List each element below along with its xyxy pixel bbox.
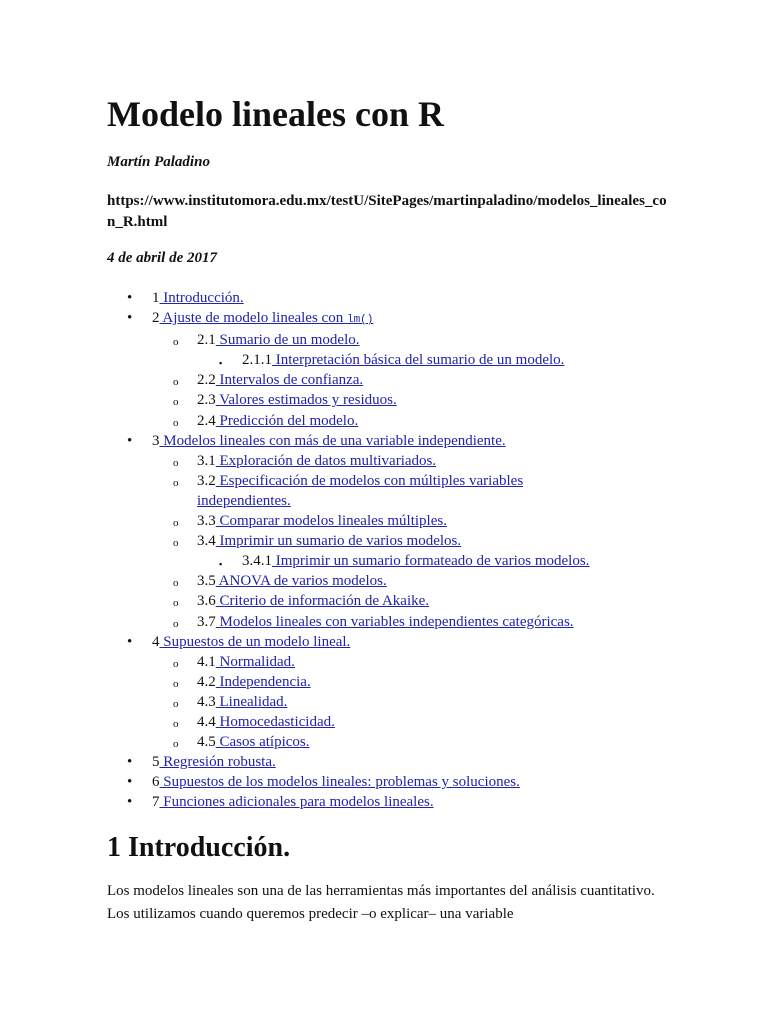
toc-item-number: 3.3 <box>197 513 216 530</box>
list-bullet-icon: • <box>127 310 133 327</box>
list-bullet-icon: o <box>173 517 179 530</box>
toc-item-number: 2.2 <box>197 372 216 389</box>
toc-item-number: 3.6 <box>197 593 216 610</box>
toc-item-number: 3.2 <box>197 472 216 489</box>
toc-item-link[interactable]: Modelos lineales con variables independientes categóricas. <box>215 613 574 630</box>
toc-item-number: 2.3 <box>197 392 216 409</box>
toc-item-number: 3.5 <box>197 573 216 590</box>
list-bullet-icon: o <box>173 717 179 730</box>
toc-item <box>107 591 667 611</box>
toc-item-number: 2.1 <box>197 332 216 349</box>
toc-item-link[interactable]: Introducción. <box>159 290 244 306</box>
list-bullet-icon: o <box>173 456 179 469</box>
toc-item-link[interactable]: Normalidad. <box>215 653 295 670</box>
table-of-contents <box>107 288 667 812</box>
document-title: Modelo lineales con R <box>107 94 444 134</box>
list-bullet-icon: • <box>127 794 133 811</box>
toc-item-link[interactable]: Predicción del modelo. <box>215 412 359 429</box>
toc-item-link[interactable]: Sumario de un modelo. <box>215 332 360 349</box>
toc-item <box>107 792 667 812</box>
toc-item <box>107 571 667 591</box>
toc-item-link[interactable]: Regresión robusta. <box>159 754 276 771</box>
list-bullet-icon: • <box>127 774 133 791</box>
toc-item-link[interactable]: Funciones adicionales para modelos lineales. <box>159 794 434 811</box>
toc-item <box>107 411 667 431</box>
toc-item <box>107 370 667 390</box>
toc-item <box>107 672 667 692</box>
toc-item <box>107 288 667 308</box>
toc-item-link[interactable]: Independencia. <box>215 673 311 690</box>
toc-item-number: 4.4 <box>197 713 216 730</box>
toc-item <box>107 308 667 330</box>
toc-item-link[interactable]: Linealidad. <box>215 693 288 710</box>
toc-item-number: 4.5 <box>197 734 216 751</box>
toc-item <box>107 712 667 732</box>
list-bullet-icon: o <box>173 537 179 550</box>
toc-item-number: 1 <box>152 290 160 306</box>
toc-item-link[interactable]: Especificación de modelos con múltiples variables independientes. <box>197 472 524 509</box>
toc-item <box>107 632 667 652</box>
toc-item <box>107 451 667 471</box>
intro-paragraph: Los modelos lineales son una de las herramientas más importantes del análisis cuantitativo. Los utilizamos cuando queremos predecir –o explicar– una variable <box>107 883 655 922</box>
list-bullet-icon: o <box>173 336 179 349</box>
toc-item-number: 3.4.1 <box>242 553 272 570</box>
toc-item-number: 6 <box>152 774 160 791</box>
toc-item-link[interactable]: Supuestos de un modelo lineal. <box>159 633 351 650</box>
toc-item-number: 4.3 <box>197 693 216 710</box>
toc-item <box>107 471 597 511</box>
toc-item-link[interactable]: Ajuste de modelo lineales con <box>159 310 347 327</box>
document-url: https://www.institutomora.edu.mx/testU/SitePages/martinpaladino/modelos_lineales_con_R.html <box>107 193 667 230</box>
toc-item-link[interactable]: ANOVA de varios modelos. <box>215 573 387 590</box>
toc-item-link[interactable]: Valores estimados y residuos. <box>215 392 397 409</box>
toc-item-link[interactable]: Intervalos de confianza. <box>215 372 364 389</box>
toc-item <box>107 531 667 551</box>
toc-item <box>107 390 667 410</box>
toc-item-number: 2.1.1 <box>242 352 272 369</box>
toc-item <box>107 612 667 632</box>
list-bullet-icon: o <box>173 657 179 670</box>
list-bullet-icon: ▪ <box>219 358 223 369</box>
toc-item <box>107 431 667 451</box>
document-date: 4 de abril de 2017 <box>107 250 217 266</box>
list-bullet-icon: • <box>127 754 133 771</box>
toc-item <box>107 511 667 531</box>
toc-item <box>107 692 667 712</box>
toc-item-link[interactable]: Supuestos de los modelos lineales: problemas y soluciones. <box>159 774 520 791</box>
toc-item <box>107 772 667 792</box>
toc-item-number: 4 <box>152 633 160 650</box>
toc-item-link[interactable]: Modelos lineales con más de una variable independiente. <box>159 432 506 449</box>
toc-item <box>107 330 667 350</box>
toc-item <box>107 551 667 571</box>
toc-item-link[interactable]: Casos atípicos. <box>215 734 310 751</box>
list-bullet-icon: o <box>173 476 179 489</box>
list-bullet-icon: o <box>173 577 179 590</box>
toc-item-number: 4.1 <box>197 653 216 670</box>
list-bullet-icon: o <box>173 376 179 389</box>
toc-item-link[interactable]: Homocedasticidad. <box>215 713 335 730</box>
toc-item <box>107 652 667 672</box>
toc-item-link[interactable]: Criterio de información de Akaike. <box>215 593 430 610</box>
toc-item-link[interactable]: Imprimir un sumario de varios modelos. <box>215 533 462 550</box>
list-bullet-icon: o <box>173 738 179 751</box>
list-bullet-icon: • <box>127 290 133 306</box>
list-bullet-icon: o <box>173 597 179 610</box>
toc-item-link[interactable]: Interpretación básica del sumario de un modelo. <box>272 352 565 369</box>
section-heading-introduccion: 1 Introducción. <box>107 832 291 863</box>
list-bullet-icon: o <box>173 697 179 710</box>
list-bullet-icon: o <box>173 677 179 690</box>
toc-item-number: 3.4 <box>197 533 216 550</box>
list-bullet-icon: • <box>127 633 133 650</box>
toc-item-number: 5 <box>152 754 160 771</box>
list-bullet-icon: o <box>173 617 179 630</box>
toc-item-number: 3.7 <box>197 613 216 630</box>
toc-item <box>107 752 667 772</box>
toc-item <box>107 732 667 752</box>
toc-item-link[interactable]: Exploración de datos multivariados. <box>215 452 437 469</box>
toc-item-link[interactable]: Comparar modelos lineales múltiples. <box>215 513 447 530</box>
list-bullet-icon: o <box>173 396 179 409</box>
toc-item-number: 2.4 <box>197 412 216 429</box>
toc-item-number: 4.2 <box>197 673 216 690</box>
list-bullet-icon: o <box>173 416 179 429</box>
toc-item-number: 3.1 <box>197 452 216 469</box>
toc-item-code[interactable]: lm() <box>346 314 374 327</box>
toc-item <box>107 350 667 370</box>
list-bullet-icon: ▪ <box>219 559 223 570</box>
toc-item-link[interactable]: Imprimir un sumario formateado de varios modelos. <box>272 553 590 570</box>
toc-item-number: 3 <box>152 432 160 449</box>
toc-item-number: 2 <box>152 310 160 327</box>
list-bullet-icon: • <box>127 432 133 449</box>
toc-item-number: 7 <box>152 794 160 811</box>
author-name: Martín Paladino <box>107 154 210 170</box>
